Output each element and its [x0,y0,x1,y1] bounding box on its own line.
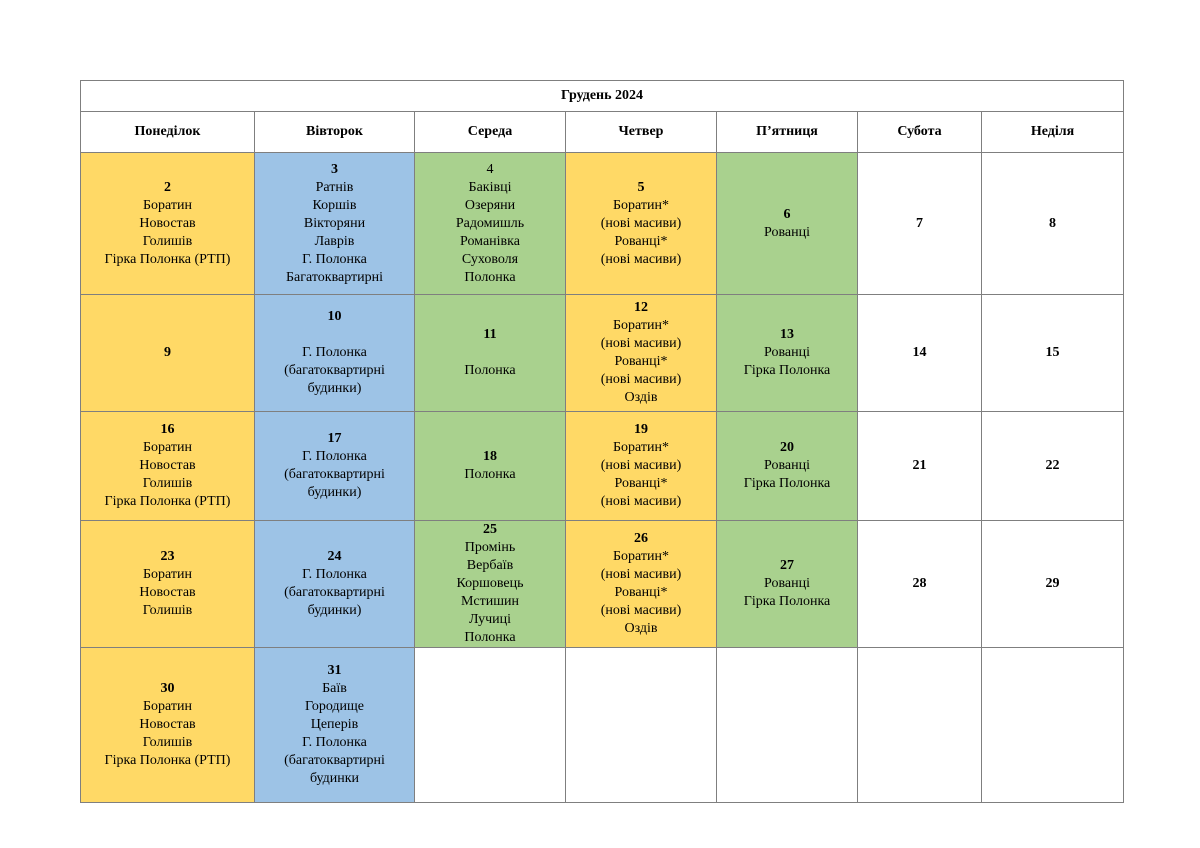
day-cell [858,648,982,803]
calendar-week-row [81,648,1124,803]
weekday-header-row [81,112,1124,153]
day-cell [717,521,858,648]
day-number: 18 [483,449,497,464]
day-number: 20 [780,440,794,455]
day-cell [415,648,566,803]
day-number: 25 [483,522,497,537]
village-name: Ратнів [315,179,354,195]
village-name: Г. Полонка [302,735,367,750]
day-cell [858,412,982,521]
day-cell [982,412,1124,521]
village-name: (нові масиви) [600,372,682,387]
village-name: будинки) [307,485,362,500]
day-cell [415,521,566,648]
day-number: 27 [780,558,794,573]
weekday-header: Субота [858,112,982,153]
village-name: (нові масиви) [600,567,682,582]
village-name: Гірка Полонка (РТП) [104,251,231,267]
calendar-table [80,80,1124,803]
village-name: Боратин* [613,318,669,333]
day-number: 14 [912,345,927,360]
village-name: Полонка [464,630,516,645]
village-name: Рованці [764,576,810,591]
village-name: Суховоля [461,251,519,267]
day-cell [982,295,1124,412]
calendar-body [81,153,1124,803]
day-number: 19 [634,422,648,437]
calendar-week-row [81,412,1124,521]
weekday-header: Вівторок [255,112,415,153]
village-name: Рованці* [614,233,668,249]
village-name: Озеряни [464,197,516,213]
day-cell [858,521,982,648]
village-name: Г. Полонка [302,251,367,267]
day-number: 7 [916,215,923,231]
day-cell [81,295,255,412]
village-name: Промінь [464,540,516,555]
village-name: Рованці [764,458,810,473]
village-name: (багатоквартирні [284,467,385,482]
day-cell [255,153,415,295]
village-name: Оздів [624,390,658,405]
village-name: Коршовець [456,576,524,591]
village-name: Рованці [764,224,810,240]
village-name: Голишів [142,603,193,618]
day-number: 8 [1049,215,1057,231]
day-cell [858,295,982,412]
village-name: Радомишль [455,215,525,231]
day-number: 24 [327,549,342,564]
day-cell [982,648,1124,803]
day-cell [255,648,415,803]
village-name: Боратин* [613,440,669,455]
day-number: 30 [160,681,175,696]
village-name: (багатоквартирні [284,753,385,768]
calendar-title: Грудень 2024 [81,81,1124,112]
village-name: (нові масиви) [600,215,682,231]
calendar-week-row [81,295,1124,412]
village-name: Багатоквартирні [285,269,384,285]
village-name: Цеперів [310,717,359,732]
day-cell [566,153,717,295]
day-number: 17 [327,431,342,446]
village-name: Гірка Полонка (РТП) [104,494,231,509]
title-row [81,81,1124,112]
day-number: 23 [160,549,175,564]
day-number: 3 [331,161,338,177]
day-number: 21 [912,458,927,473]
village-name: Баїв [322,681,347,696]
village-name: (нові масиви) [600,603,682,618]
village-name: Коршів [312,197,357,213]
village-name: Городище [304,699,365,714]
village-name: Боратин* [613,197,669,213]
village-name: Гірка Полонка (РТП) [104,753,231,768]
day-number: 10 [327,309,342,324]
village-name: Новостав [139,585,196,600]
day-cell [566,521,717,648]
village-name: Гірка Полонка [743,594,831,609]
day-cell [81,153,255,295]
day-number: 6 [783,206,791,222]
village-name: Лучиці [468,612,512,627]
day-cell [982,153,1124,295]
day-cell [982,521,1124,648]
village-name: Голишів [142,476,193,491]
day-cell [415,153,566,295]
day-number: 2 [164,179,171,195]
village-name: (нові масиви) [600,336,682,351]
village-name: Г. Полонка [302,567,367,582]
day-number: 26 [634,531,648,546]
day-cell [81,521,255,648]
day-cell [717,153,858,295]
village-name: Боратин [143,197,192,213]
day-cell [255,412,415,521]
village-name: (багатоквартирні [284,363,385,378]
village-name: Новостав [139,458,196,473]
calendar-week-row [81,153,1124,295]
village-name: (нові масиви) [600,251,682,267]
village-name: Гірка Полонка [743,476,831,491]
day-number: 11 [483,327,497,342]
village-name: Боратин [143,699,192,714]
day-cell [717,412,858,521]
village-name: Боратин* [613,549,669,564]
village-name: Полонка [464,269,516,285]
day-cell [717,295,858,412]
village-name: Вікторяни [303,215,366,231]
day-cell [415,412,566,521]
village-name: Гірка Полонка [743,363,831,378]
village-name: Баківці [468,179,512,195]
village-name: Рованці* [614,476,668,491]
weekday-header: П’ятниця [717,112,858,153]
village-name: Оздів [624,621,658,636]
day-cell [81,648,255,803]
village-name: Рованці* [614,354,668,369]
day-number: 5 [637,179,645,195]
day-cell [255,295,415,412]
calendar-week-row [81,521,1124,648]
day-number: 15 [1045,345,1060,360]
day-cell [81,412,255,521]
day-number: 4 [486,161,494,177]
village-name: Боратин [143,440,192,455]
village-name: Боратин [143,567,192,582]
day-cell [566,412,717,521]
day-cell [415,295,566,412]
day-number: 13 [780,327,794,342]
day-cell [566,648,717,803]
village-name: (багатоквартирні [284,585,385,600]
village-name: будинки [309,771,360,786]
village-name: Г. Полонка [302,345,367,360]
village-name: будинки) [307,381,362,396]
day-cell [255,521,415,648]
village-name: Рованці [764,345,810,360]
weekday-header: Середа [415,112,566,153]
day-number: 29 [1045,576,1060,591]
day-cell [566,295,717,412]
day-number: 22 [1045,458,1060,473]
day-number: 9 [164,345,171,360]
village-name: Мстишин [460,594,520,609]
village-name: Новостав [139,717,196,732]
village-name: будинки) [307,603,362,618]
weekday-header: Четвер [566,112,717,153]
village-name: Полонка [464,467,516,482]
village-name: Вербаїв [466,558,514,573]
day-cell [717,648,858,803]
weekday-header: Неділя [982,112,1124,153]
blank-line [417,344,563,362]
village-name: Лаврів [314,233,355,249]
weekday-header: Понеділок [81,112,255,153]
village-name: Полонка [464,363,516,378]
blank-line [257,326,412,344]
day-number: 31 [327,663,342,678]
village-name: Г. Полонка [302,449,367,464]
village-name: Голишів [142,233,193,249]
day-number: 16 [160,422,175,437]
village-name: Рованці* [614,585,668,600]
day-cell [858,153,982,295]
village-name: Романівка [460,233,520,249]
day-number: 12 [634,300,648,315]
village-name: (нові масиви) [600,458,682,473]
village-name: (нові масиви) [600,494,682,509]
village-name: Голишів [142,735,193,750]
village-name: Новостав [139,215,196,231]
day-number: 28 [912,576,927,591]
